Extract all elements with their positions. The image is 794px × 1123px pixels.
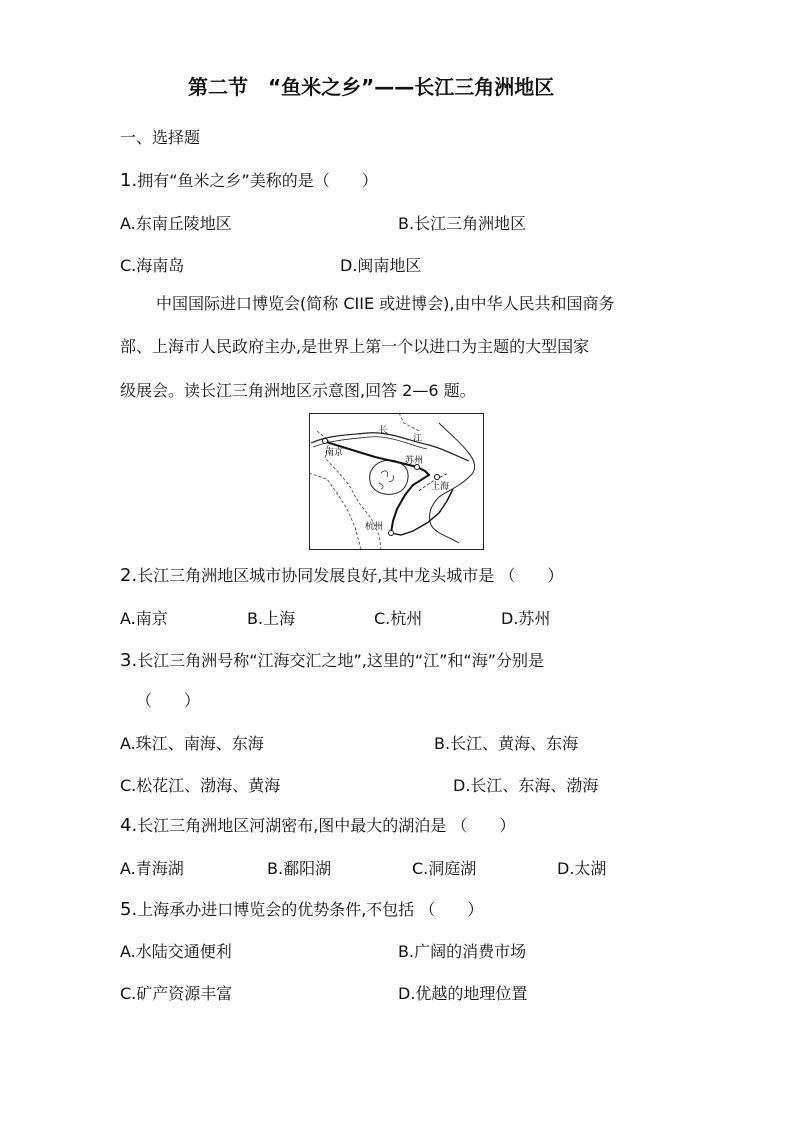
question-stem: 上海承办进口博览会的优势条件,不包括 （ ）: [137, 900, 484, 919]
question-3: [120, 651, 544, 671]
yangtze-delta-map: [309, 413, 484, 550]
question-stem: 拥有“鱼米之乡”美称的是（ ）: [137, 171, 378, 190]
answer-paren: （ ）: [136, 691, 201, 710]
option-d: D.长江、东海、渤海: [453, 776, 599, 795]
option-c: C.海南岛: [120, 256, 185, 275]
question-4: [120, 816, 515, 836]
question-5: [120, 900, 483, 920]
option-a: A.珠江、南海、东海: [120, 734, 264, 753]
option-c: C.洞庭湖: [412, 859, 477, 878]
river-label: 长: [379, 426, 389, 436]
option-d: D.优越的地理位置: [398, 984, 528, 1003]
river-label: 江: [413, 434, 423, 444]
option-a: A.东南丘陵地区: [120, 214, 232, 233]
city-label-shanghai: 上海: [431, 482, 450, 492]
city-label-suzhou: 苏州: [405, 456, 424, 466]
option-b: B.上海: [247, 609, 296, 628]
option-c: C.杭州: [374, 609, 423, 628]
section-heading: 一、选择题: [120, 128, 201, 147]
question-number: 3.: [120, 650, 138, 671]
city-label-hangzhou: 杭州: [365, 522, 384, 532]
question-1: [120, 171, 378, 191]
passage-line: 级展会。读长江三角洲地区示意图,回答 2—6 题。: [120, 381, 476, 400]
question-number: 2.: [120, 565, 138, 586]
question-stem: 长江三角洲号称“江海交汇之地”,这里的“江”和“海”分别是: [137, 651, 545, 670]
option-c: C.矿产资源丰富: [120, 984, 233, 1003]
page-title: 第二节 “鱼米之乡”——长江三角洲地区: [188, 75, 555, 99]
question-stem: 长江三角洲地区河湖密布,图中最大的湖泊是 （ ）: [137, 816, 516, 835]
option-a: A.青海湖: [120, 859, 184, 878]
passage-line: 中国国际进口博览会(简称 CIIE 或进博会),由中华人民共和国商务: [156, 294, 615, 313]
question-stem: 长江三角洲地区城市协同发展良好,其中龙头城市是 （ ）: [137, 566, 564, 585]
option-d: D.闽南地区: [340, 256, 422, 275]
option-b: B.长江、黄海、东海: [434, 734, 579, 753]
option-b: B.长江三角洲地区: [398, 214, 527, 233]
question-2: [120, 566, 563, 586]
option-c: C.松花江、渤海、黄海: [120, 776, 281, 795]
option-a: A.南京: [120, 609, 168, 628]
question-number: 4.: [120, 815, 138, 836]
option-b: B.鄱阳湖: [267, 859, 332, 878]
option-d: D.苏州: [501, 609, 551, 628]
question-number: 1.: [120, 170, 138, 191]
question-number: 5.: [120, 899, 138, 920]
city-label-nanjing: 南京: [325, 448, 344, 458]
option-b: B.广阔的消费市场: [398, 942, 527, 961]
passage-line: 部、上海市人民政府主办,是世界上第一个以进口为主题的大型国家: [120, 337, 590, 356]
option-a: A.水陆交通便利: [120, 942, 232, 961]
option-d: D.太湖: [557, 859, 607, 878]
